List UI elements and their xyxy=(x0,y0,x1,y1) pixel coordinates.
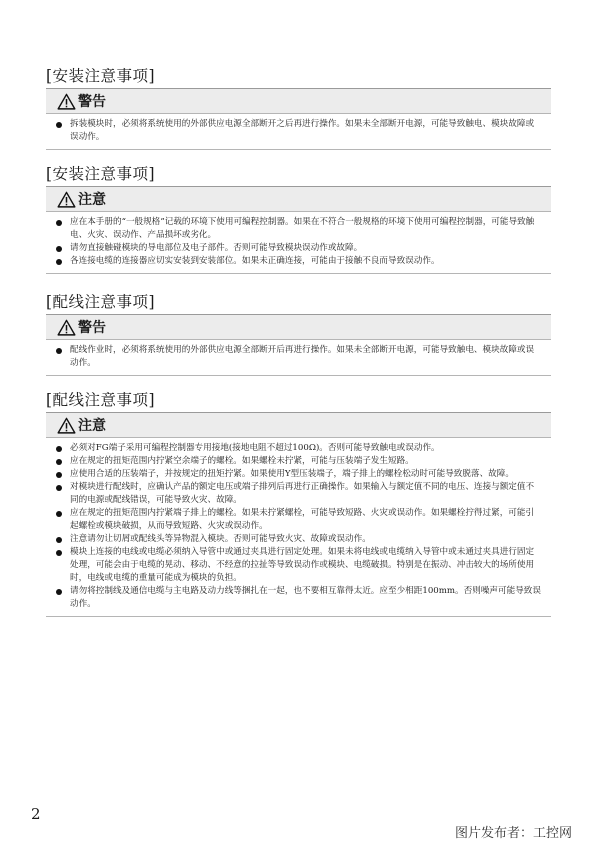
warning-box-header xyxy=(46,315,551,340)
warning-box-header xyxy=(46,89,551,114)
caution-box-header xyxy=(46,413,551,438)
caution-box xyxy=(46,186,551,274)
warning-triangle-icon xyxy=(57,191,76,208)
list-item: 模块上连接的电线或电缆必须纳入导管中或通过夹具进行固定处理。如果未将电线或电缆纳入导管中或未通过夹具进行固定处理，可能会由于电缆的晃动、移动、不经意的拉扯等导致误动作或模块、电缆破损。特别是在振动、冲击较大的场所使用时，电线或电缆的重量可能成为模块的负担。 xyxy=(56,546,551,585)
warning-box xyxy=(46,314,551,376)
warning-box-body xyxy=(46,340,551,375)
caution-box-title: 注意 xyxy=(78,192,106,208)
list-item: 请勿将控制线及通信电缆与主电路及动力线等捆扎在一起，也不要相互靠得太近。应至少相距100mm。否则噪声可能导致误动作。 xyxy=(56,585,551,611)
bullet-icon xyxy=(56,459,62,465)
list-item: 拆装模块时，必须将系统使用的外部供应电源全部断开之后再进行操作。如果未全部断开电源，可能导致触电、模块故障或误动作。 xyxy=(56,118,551,144)
bullet-icon xyxy=(56,550,62,556)
list-item: 对模块进行配线时，应确认产品的额定电压或端子排列后再进行正确操作。如果输入与额定值不同的电压、连接与额定值不同的电源或配线错误，可能导致火灾、故障。 xyxy=(56,481,551,507)
bullet-icon xyxy=(56,220,62,226)
bullet-icon xyxy=(56,511,62,517)
caution-box xyxy=(46,412,551,617)
list-item: 应在本手册的“一般规格”记载的环境下使用可编程控制器。如果在不符合一般规格的环境下使用可编程控制器，可能导致触电、火灾、误动作、产品损坏或劣化。 xyxy=(56,216,551,242)
list-item: 应在规定的扭矩范围内拧紧端子排上的螺栓。如果未拧紧螺栓，可能导致短路、火灾或误动作。如果螺栓拧得过紧，可能引起螺栓或模块破损，从而导致短路、火灾或误动作。 xyxy=(56,507,551,533)
page-number: 2 xyxy=(31,805,41,823)
warning-box-title: 警告 xyxy=(78,94,106,110)
caution-box-body xyxy=(46,438,551,616)
bullet-icon xyxy=(56,537,62,543)
warning-box xyxy=(46,88,551,150)
list-item: 注意请勿让切屑或配线头等异物混入模块。否则可能导致火灾、故障或误动作。 xyxy=(56,533,551,546)
list-item: 必须对FG端子采用可编程控制器专用接地(接地电阻不超过100Ω)。否则可能导致触电或误动作。 xyxy=(56,442,551,455)
bullet-icon xyxy=(56,589,62,595)
warning-box-title: 警告 xyxy=(78,320,106,336)
caution-box-title: 注意 xyxy=(78,418,106,434)
list-item: 配线作业时，必须将系统使用的外部供应电源全部断开后再进行操作。如果未全部断开电源，可能导致触电、模块故障或误动作。 xyxy=(56,344,551,370)
warning-triangle-icon xyxy=(57,319,76,336)
list-item: 各连接电缆的连接器应切实安装到安装部位。如果未正确连接，可能由于接触不良而导致误动作。 xyxy=(56,255,551,268)
bullet-icon xyxy=(56,485,62,491)
section-heading: [配线注意事项] xyxy=(46,391,156,409)
bullet-icon xyxy=(56,446,62,452)
warning-box-body xyxy=(46,114,551,149)
section-heading: [配线注意事项] xyxy=(46,293,156,311)
bullet-icon xyxy=(56,472,62,478)
bullet-icon xyxy=(56,122,62,128)
bullet-icon xyxy=(56,348,62,354)
caution-box-header xyxy=(46,187,551,212)
watermark: 图片发布者：工控网 xyxy=(455,826,573,841)
list-item: 应在规定的扭矩范围内拧紧空余端子的螺栓。如果螺栓未拧紧，可能与压装端子发生短路。 xyxy=(56,455,551,468)
bullet-icon xyxy=(56,259,62,265)
caution-box-body xyxy=(46,212,551,273)
section-heading: [安装注意事项] xyxy=(46,165,156,183)
list-item: 请勿直接触碰模块的导电部位及电子部件。否则可能导致模块误动作或故障。 xyxy=(56,242,551,255)
section-heading: [安装注意事项] xyxy=(46,67,156,85)
bullet-icon xyxy=(56,246,62,252)
warning-triangle-icon xyxy=(57,417,76,434)
list-item: 应使用合适的压装端子，并按规定的扭矩拧紧。如果使用Y型压装端子，端子排上的螺栓松动时可能导致脱落、故障。 xyxy=(56,468,551,481)
warning-triangle-icon xyxy=(57,93,76,110)
